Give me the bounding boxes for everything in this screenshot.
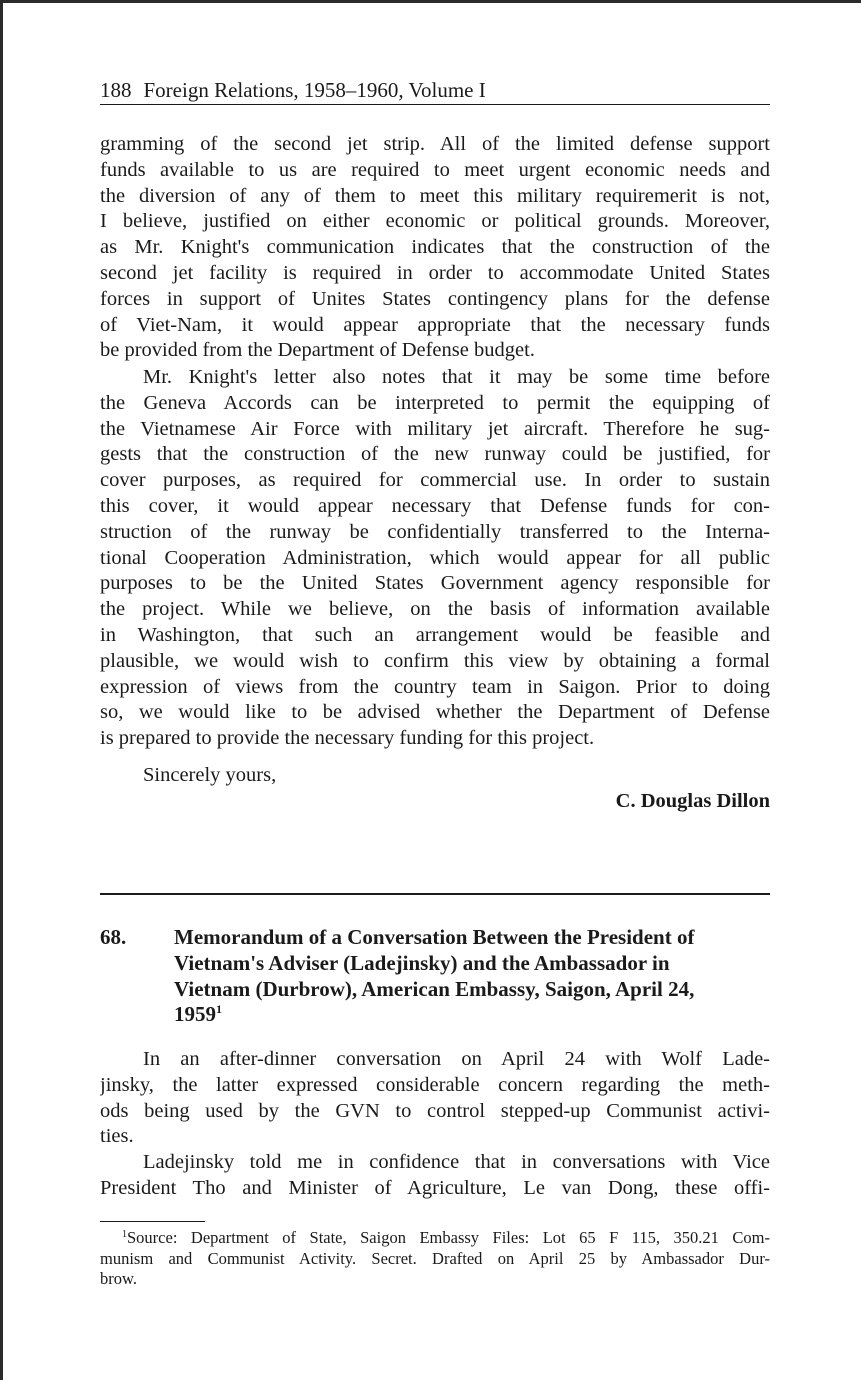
text-line: this cover, it would appear necessary that Defense funds for con- [100,494,770,517]
text-line: in Washington, that such an arrangement would be feasible and [100,623,770,646]
text-line: funds available to us are required to meet urgent economic needs and [100,158,770,181]
text-line: forces in support of Unites States contingency plans for the defense [100,287,770,310]
title-year: 1959 [174,1002,216,1027]
text-line: of Viet-Nam, it would appear appropriate that the necessary funds [100,313,770,336]
text-line: ties. [100,1125,134,1148]
text-line: ods being used by the GVN to control stepped-up Communist activi- [100,1099,770,1122]
memo-paragraph-2 [100,1150,770,1202]
text-line: as Mr. Knight's communication indicates that the construction of the [100,236,770,259]
page-left-edge [0,0,3,1380]
memo-paragraph-1 [100,1047,770,1150]
text-line: the diversion of any of them to meet this military requiremerit is not, [100,184,770,207]
footnote-marker: 1 [122,1229,127,1240]
document-number: 68. [100,925,127,949]
text-line: be provided from the Department of Defense budget. [100,339,535,362]
text-line: gests that the construction of the new runway could be justified, for [100,443,770,466]
footnote-rule [100,1221,205,1222]
text-line: the project. While we believe, on the basis of information available [100,598,770,621]
text-line: the Geneva Accords can be interpreted to permit the equipping of [100,391,770,414]
title-line: Vietnam's Adviser (Ladejinsky) and the Ambassador in [174,950,670,975]
footnote-line: munism and Communist Activity. Secret. Drafted on April 25 by Ambassador Dur- [100,1248,770,1268]
section-divider [100,893,770,895]
footnote-ref: 1 [216,1002,222,1017]
document-title [174,925,770,1028]
text-line: tional Cooperation Administration, which would appear for all public [100,546,770,569]
text-line: In an after-dinner conversation on April 24 with Wolf Lade- [143,1048,770,1070]
letter-paragraph-1 [100,132,770,364]
text-line: plausible, we would wish to confirm this view by obtaining a formal [100,649,770,672]
title-line: Vietnam (Durbrow), American Embassy, Saigon, April 24, [174,976,695,1001]
text-line: President Tho and Minister of Agriculture, Le van Dong, these offi- [100,1176,770,1199]
signature: C. Douglas Dillon [615,790,770,812]
text-line: second jet facility is required in order to accommodate United States [100,261,770,284]
title-line: Memorandum of a Conversation Between the President of [174,925,695,949]
footnote-text: Source: Department of State, Saigon Embassy Files: Lot 65 F 115, 350.21 Com- [127,1228,770,1247]
page-top-edge [0,0,861,3]
footnote-line [100,1228,770,1249]
title-line [174,1002,770,1028]
text-line: so, we would like to be advised whether the Department of Defense [100,701,770,724]
text-line: gramming of the second jet strip. All of the limited defense support [100,133,770,155]
text-line: purposes to be the United States Government agency responsible for [100,572,770,595]
text-line: Ladejinsky told me in confidence that in conversations with Vice [143,1151,770,1173]
letter-paragraph-2 [100,365,770,752]
text-line: I believe, justified on either economic or political grounds. Moreover, [100,210,770,233]
letter-closing: Sincerely yours, [143,764,277,786]
text-line: cover purposes, as required for commercial use. In order to sustain [100,469,770,492]
text-line: the Vietnamese Air Force with military jet aircraft. Therefore he sug- [100,417,770,440]
page-number: 188 [100,78,132,102]
text-line: is prepared to provide the necessary funding for this project. [100,727,595,750]
footnote [100,1228,770,1290]
text-line: jinsky, the latter expressed considerable concern regarding the meth- [100,1073,770,1096]
text-line: Mr. Knight's letter also notes that it may be some time before [143,366,770,388]
text-line: expression of views from the country team in Saigon. Prior to doing [100,675,770,698]
text-line: struction of the runway be confidentially transferred to the Interna- [100,520,770,543]
running-head [100,76,770,105]
footnote-line: brow. [100,1269,137,1288]
volume-title: Foreign Relations, 1958–1960, Volume I [143,78,486,102]
